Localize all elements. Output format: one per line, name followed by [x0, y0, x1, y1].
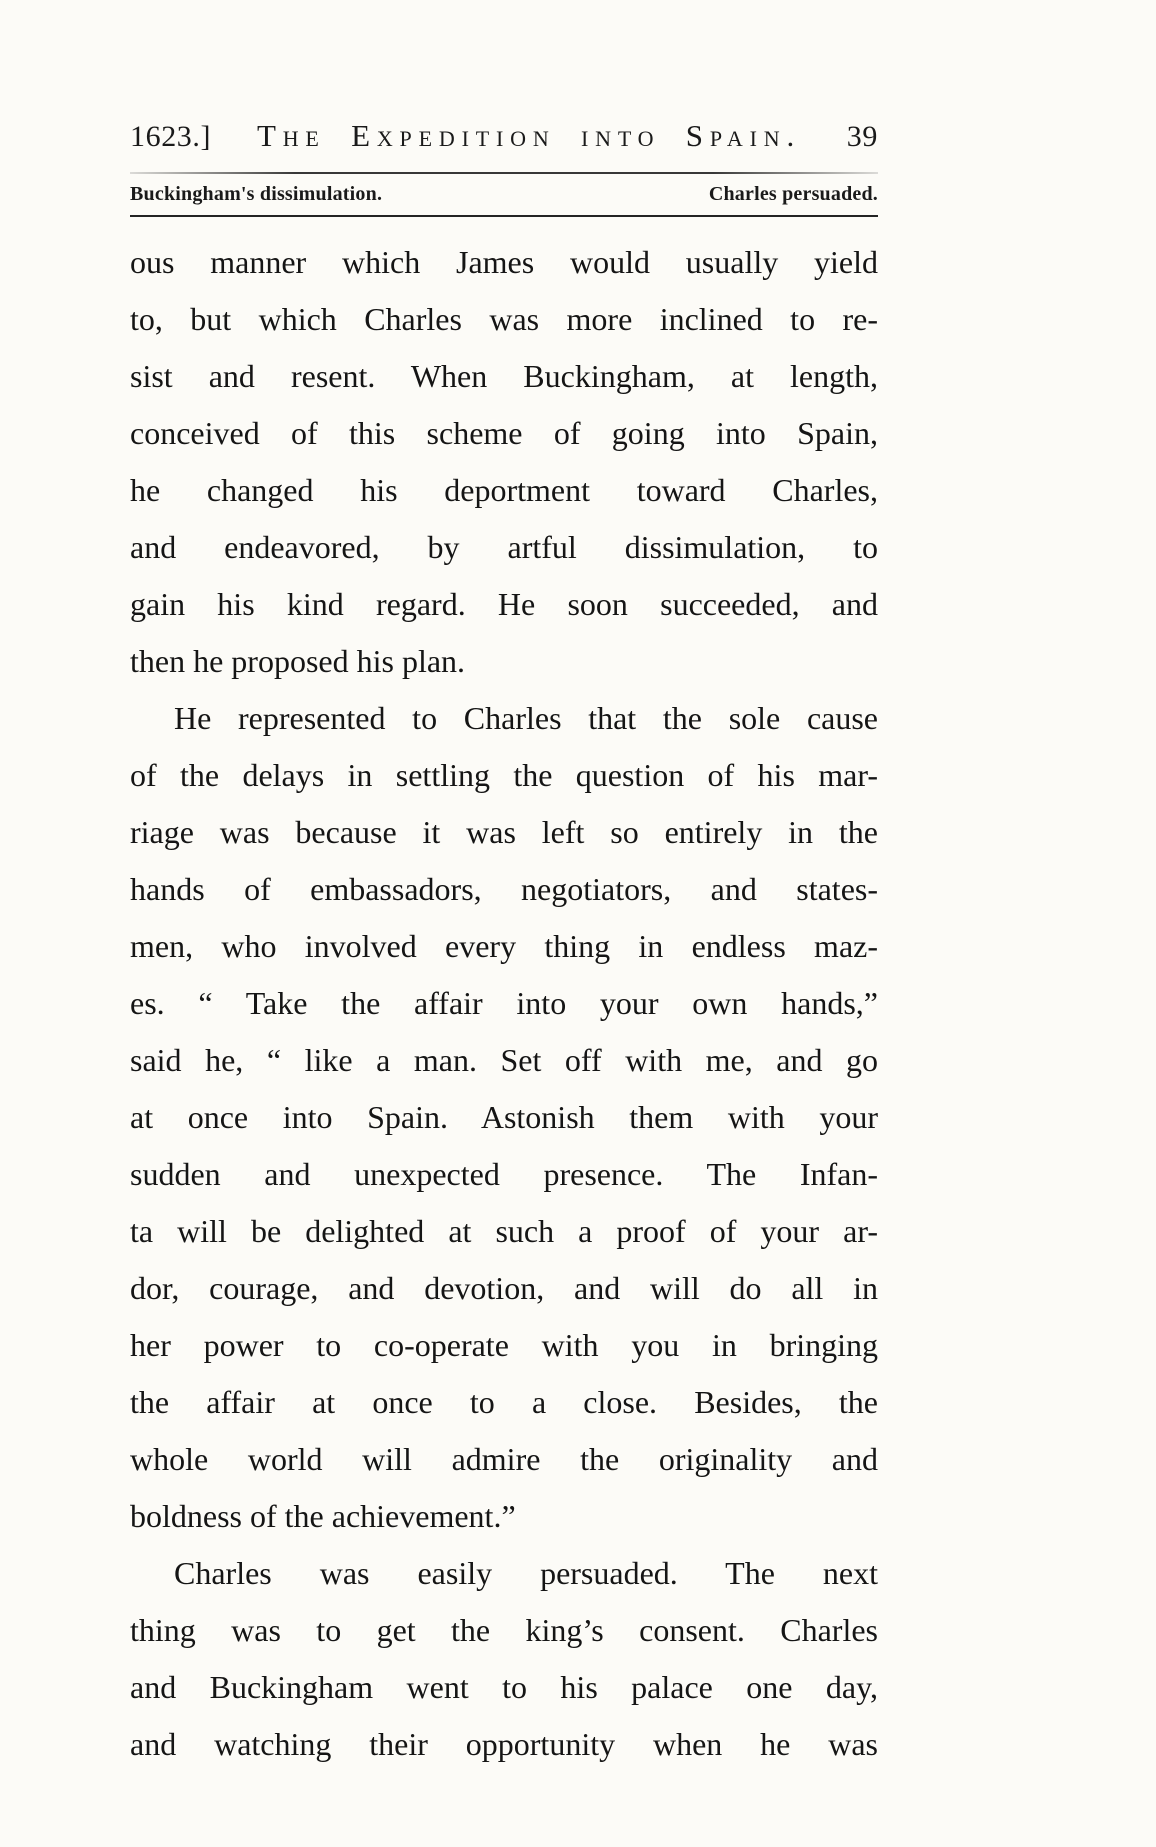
text-line: at once into Spain. Astonish them with your — [130, 1099, 878, 1135]
text-line: thing was to get the king’s consent. Charles — [130, 1612, 878, 1648]
running-head-left: Buckingham's dissimulation. — [130, 183, 383, 205]
divider-bottom — [130, 215, 878, 217]
text-line: riage was because it was left so entirely in the — [130, 814, 878, 850]
text-line: es. “ Take the affair into your own hands,” — [130, 985, 878, 1021]
text-line: gain his kind regard. He soon succeeded, and — [130, 586, 878, 622]
text-line: ta will be delighted at such a proof of your ar- — [130, 1213, 878, 1249]
header-date: 1623.] — [130, 120, 212, 153]
text-line: dor, courage, and devotion, and will do all in — [130, 1270, 878, 1306]
text-line: sist and resent. When Buckingham, at length, — [130, 358, 878, 394]
text-line: ous manner which James would usually yield — [130, 244, 878, 280]
text-line: whole world will admire the originality and — [130, 1441, 878, 1477]
text-line: the affair at once to a close. Besides, the — [130, 1384, 878, 1420]
text-line: her power to co-operate with you in bringing — [130, 1327, 878, 1363]
text-line: boldness of the achievement.” — [130, 1498, 516, 1534]
header-title: The Expedition into Spain. — [256, 118, 802, 153]
divider-top — [130, 172, 878, 174]
text-line: he changed his deportment toward Charles, — [130, 472, 878, 508]
text-line: sudden and unexpected presence. The Infan- — [130, 1156, 878, 1192]
text-line: Charles was easily persuaded. The next — [174, 1555, 878, 1591]
text-line: and watching their opportunity when he was — [130, 1726, 878, 1762]
text-line: men, who involved every thing in endless maz- — [130, 928, 878, 964]
text-line: hands of embassadors, negotiators, and states- — [130, 871, 878, 907]
running-heads — [130, 183, 878, 206]
text-line: He represented to Charles that the sole cause — [174, 700, 878, 736]
header-page-number: 39 — [846, 120, 878, 153]
text-line: then he proposed his plan. — [130, 643, 466, 679]
running-head-right: Charles persuaded. — [708, 183, 878, 205]
text-line: conceived of this scheme of going into Spain, — [130, 415, 878, 451]
text-line: of the delays in settling the question of his mar- — [130, 757, 878, 793]
page-header — [130, 118, 878, 154]
text-line: and endeavored, by artful dissimulation, to — [130, 529, 878, 565]
text-line: to, but which Charles was more inclined to re- — [130, 301, 878, 337]
page-content — [130, 118, 878, 1773]
body-text — [130, 234, 878, 1773]
text-line: and Buckingham went to his palace one day, — [130, 1669, 878, 1705]
text-line: said he, “ like a man. Set off with me, and go — [130, 1042, 878, 1078]
